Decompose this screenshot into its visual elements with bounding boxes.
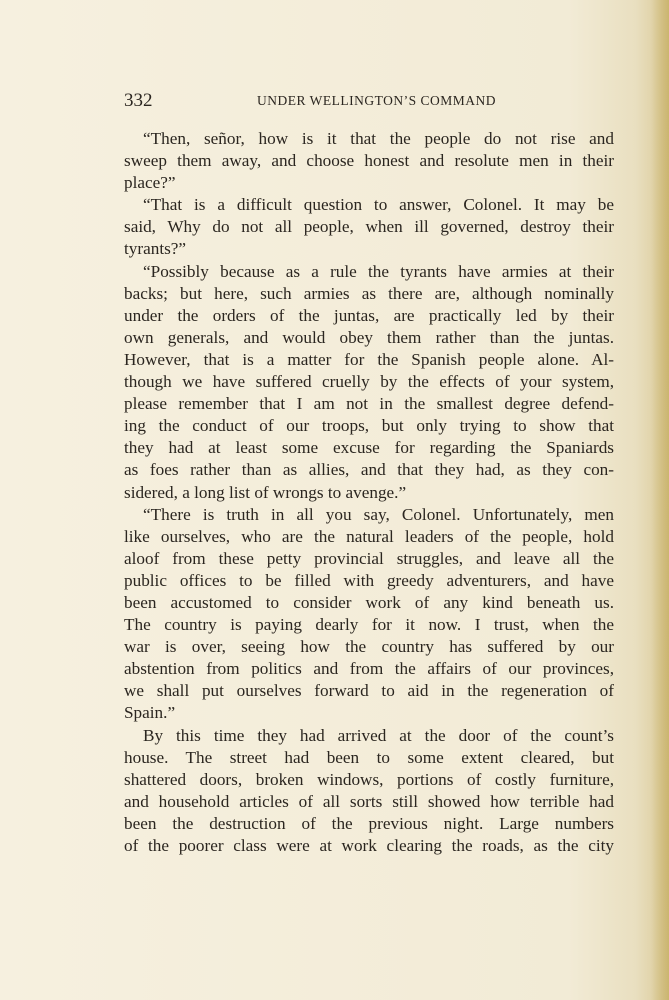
text-line: war is over, seeing how the country has suffered by our xyxy=(124,637,614,657)
text-line: Spain.” xyxy=(124,703,176,723)
text-line: of the poorer class were at work clearing the roads, as the city xyxy=(124,836,614,855)
text-line: However, that is a matter for the Spanish people alone. Al- xyxy=(124,349,614,369)
text-line: aloof from these petty provincial struggles, and leave all the xyxy=(124,548,614,568)
text-line: as foes rather than as allies, and that they had, as they con- xyxy=(124,460,614,480)
text-line: place?” xyxy=(124,173,176,193)
text-line: abstention from politics and from the affairs of our provinces, xyxy=(124,659,614,679)
text-line: been the destruction of the previous night. Large numbers xyxy=(124,813,614,833)
text-line: “Possibly because as a rule the tyrants have armies at their xyxy=(143,261,614,281)
text-line: backs; but here, such armies as there are, although nominally xyxy=(124,283,614,303)
text-line: tyrants?” xyxy=(124,239,187,259)
text-line: shattered doors, broken windows, portions of costly furniture, xyxy=(124,769,614,789)
text-line: like ourselves, who are the natural leaders of the people, hold xyxy=(124,526,614,546)
text-line: they had at least some excuse for regarding the Spaniards xyxy=(124,438,614,458)
text-line: though we have suffered cruelly by the effects of your system, xyxy=(124,372,614,392)
text-line: “Then, señor, how is it that the people do not rise and xyxy=(143,129,614,148)
body-text xyxy=(124,128,614,857)
text-line: “That is a difficult question to answer, Colonel. It may be xyxy=(143,195,614,215)
text-line: own generals, and would obey them rather than the juntas. xyxy=(124,327,614,347)
text-line: please remember that I am not in the smallest degree defend- xyxy=(124,394,614,414)
page-edge-shadow xyxy=(651,0,669,1000)
text-line: been accustomed to consider work of any kind beneath us. xyxy=(124,592,614,612)
text-line: sidered, a long list of wrongs to avenge.” xyxy=(124,482,407,502)
text-line: under the orders of the juntas, are practically led by their xyxy=(124,305,614,325)
page-number: 332 xyxy=(124,90,153,111)
text-line: house. The street had been to some extent cleared, but xyxy=(124,747,614,767)
text-line: By this time they had arrived at the door of the count’s xyxy=(143,725,614,745)
page-header xyxy=(124,90,614,114)
text-line: and household articles of all sorts still showed how terrible had xyxy=(124,791,614,811)
text-line: sweep them away, and choose honest and resolute men in their xyxy=(124,151,614,171)
text-line: said, Why do not all people, when ill governed, destroy their xyxy=(124,217,614,237)
text-line: ing the conduct of our troops, but only trying to show that xyxy=(124,416,614,436)
text-line: “There is truth in all you say, Colonel. Unfortunately, men xyxy=(143,504,614,524)
text-line: The country is paying dearly for it now. I trust, when the xyxy=(124,615,614,635)
text-line: public offices to be filled with greedy adventurers, and have xyxy=(124,570,614,590)
text-line: we shall put ourselves forward to aid in the regeneration of xyxy=(124,681,614,701)
running-head: UNDER WELLINGTON’S COMMAND xyxy=(257,93,496,108)
